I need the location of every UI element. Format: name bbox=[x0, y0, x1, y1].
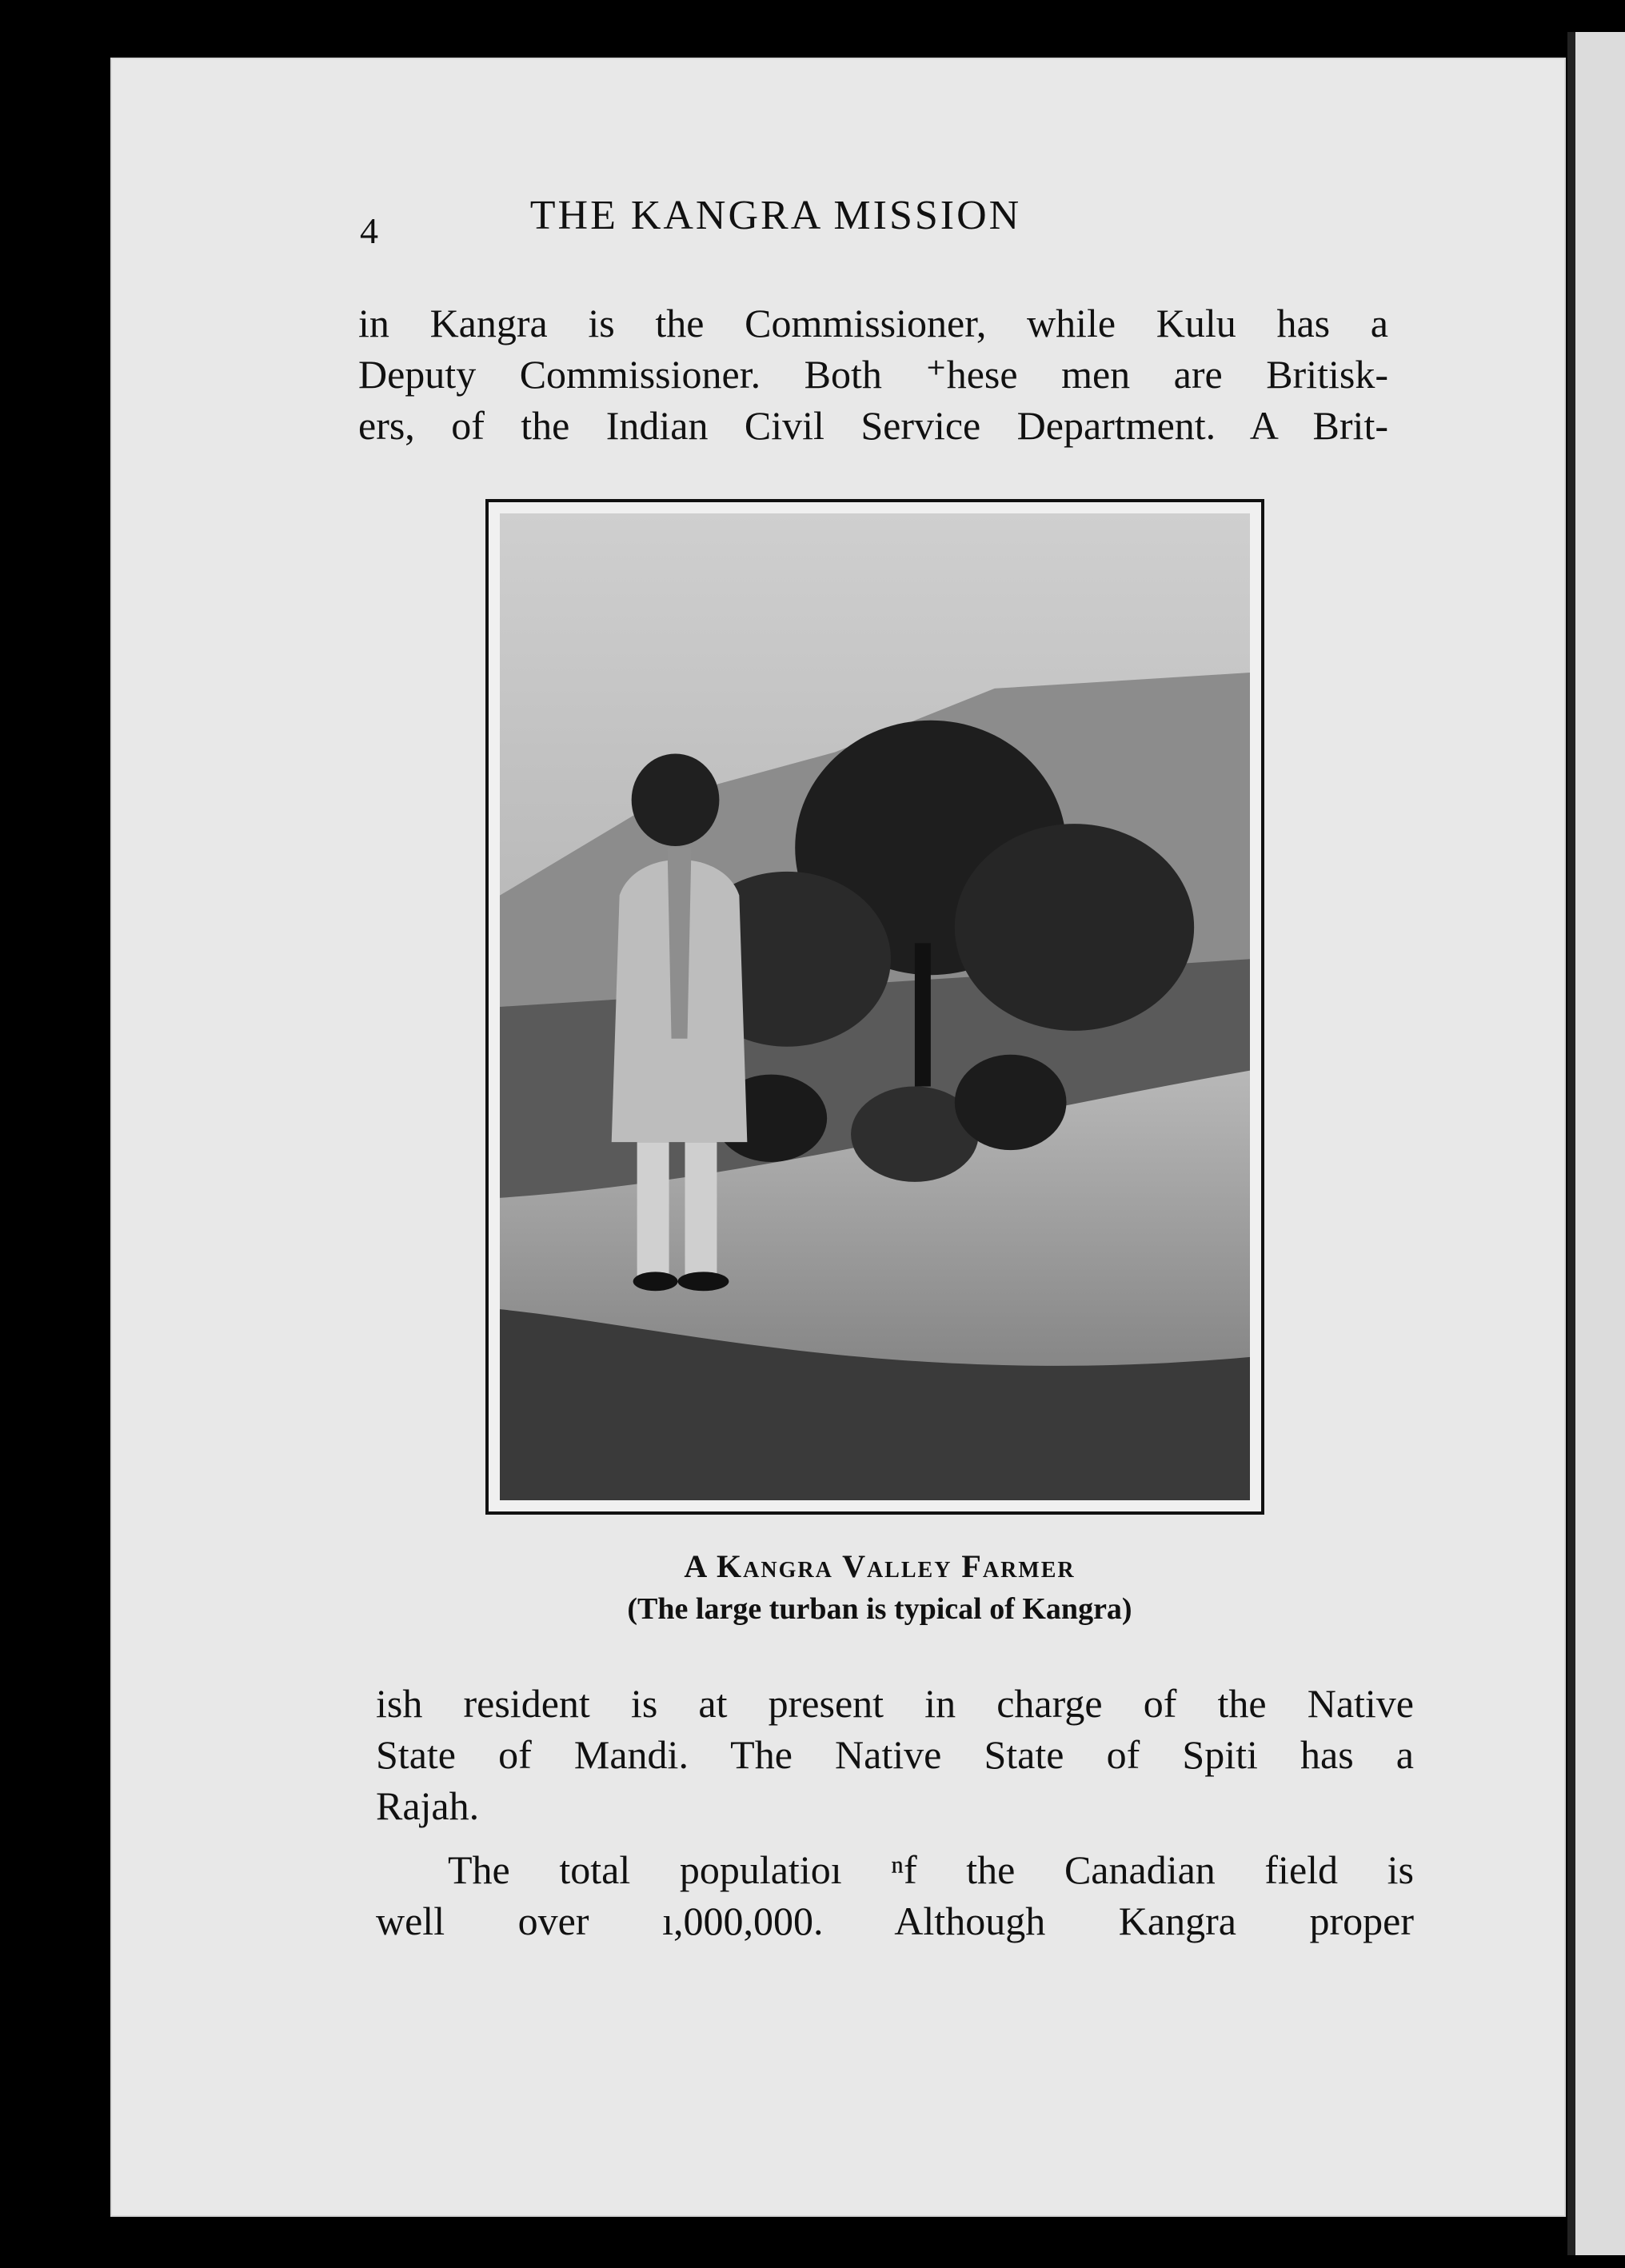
text-line: Deputy Commissioner. Both ⁺hese men are Britisk- bbox=[358, 352, 1388, 397]
text-line: ish resident is at present in charge of the Native bbox=[376, 1681, 1414, 1726]
facing-page-edge bbox=[1567, 32, 1625, 2255]
running-header: THE KANGRA MISSION bbox=[529, 193, 1022, 238]
text-line: well over ı,000,000. Although Kangra proper bbox=[376, 1899, 1414, 1943]
photograph bbox=[500, 513, 1250, 1500]
text-line: State of Mandi. The Native State of Spiti has a bbox=[376, 1732, 1414, 1777]
farmer-photo-illustration bbox=[500, 513, 1250, 1500]
text-line: The total populatioı ⁿf the Canadian field is bbox=[448, 1847, 1414, 1892]
photograph-frame bbox=[485, 499, 1264, 1515]
photo-caption-subtitle: (The large turban is typical of Kangra) bbox=[627, 1592, 1132, 1626]
top-paragraph bbox=[358, 297, 1388, 451]
text-line: Rajah. bbox=[376, 1783, 480, 1828]
bottom-paragraph-1 bbox=[376, 1678, 1414, 1831]
photo-caption-title: A Kangra Valley Farmer bbox=[684, 1548, 1076, 1584]
text-line: in Kangra is the Commissioner, while Kulu has a bbox=[358, 301, 1388, 345]
bottom-paragraph-2 bbox=[376, 1844, 1414, 1947]
text-line: ers, of the Indian Civil Service Department. A Brit- bbox=[358, 403, 1388, 448]
page-number: 4 bbox=[360, 210, 378, 251]
